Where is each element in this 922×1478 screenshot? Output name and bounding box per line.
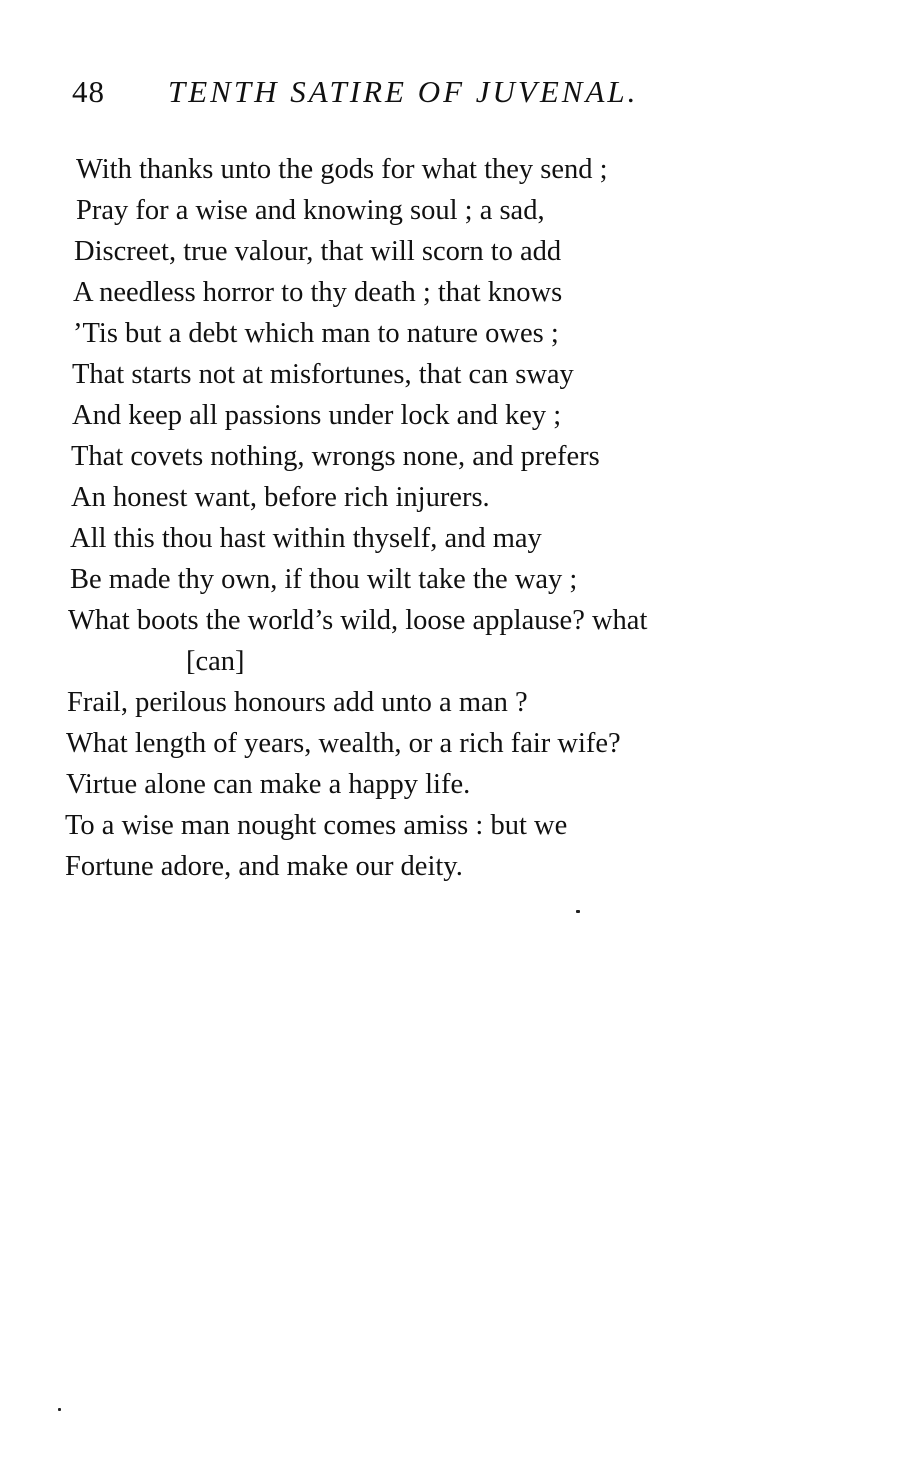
scan-speck (58, 1408, 61, 1411)
poem-line: And keep all passions under lock and key ; (72, 400, 562, 431)
poem-line: That covets nothing, wrongs none, and prefers (71, 441, 600, 472)
poem-line: All this thou hast within thyself, and may (70, 523, 542, 554)
poem-line: What length of years, wealth, or a rich fair wife? (66, 728, 621, 759)
poem-line: Frail, perilous honours add unto a man ? (67, 687, 528, 718)
poem-line: Discreet, true valour, that will scorn to add (74, 236, 562, 267)
poem-line: That starts not at misfortunes, that can sway (72, 359, 574, 390)
running-head (72, 74, 772, 118)
poem-line-continuation: [can] (186, 646, 245, 677)
page-number: 48 (72, 74, 105, 109)
poem-line: What boots the world’s wild, loose applause? what (68, 605, 648, 636)
poem-line: Pray for a wise and knowing soul ; a sad, (76, 195, 545, 226)
running-title: TENTH SATIRE OF JUVENAL. (168, 74, 639, 109)
poem-line: Be made thy own, if thou wilt take the way ; (70, 564, 578, 595)
scan-speck (576, 910, 580, 913)
poem-line: A needless horror to thy death ; that knows (73, 277, 563, 308)
poem-line: Virtue alone can make a happy life. (66, 769, 471, 800)
poem-line: An honest want, before rich injurers. (71, 482, 490, 513)
poem-line: ’Tis but a debt which man to nature owes ; (73, 318, 559, 349)
poem-line: With thanks unto the gods for what they send ; (76, 154, 608, 185)
poem-line: Fortune adore, and make our deity. (65, 851, 463, 882)
poem-line: To a wise man nought comes amiss : but we (65, 810, 568, 841)
